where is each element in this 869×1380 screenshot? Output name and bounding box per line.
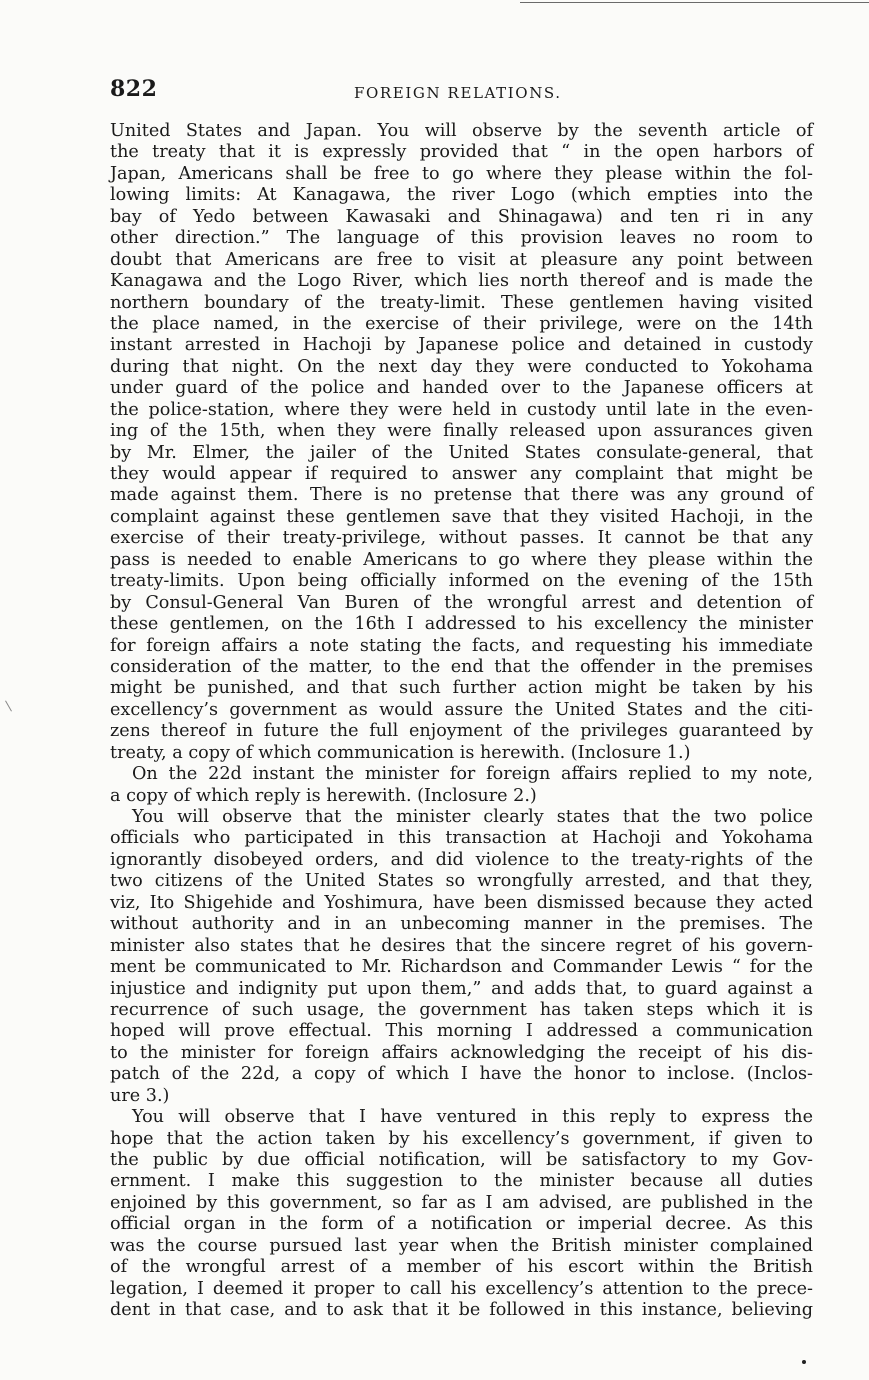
text-line: instant arrested in Hachoji by Japanese police and detained in custody [110, 335, 813, 356]
text-line: ure 3.) [110, 1085, 170, 1106]
text-line: the treaty that it is expressly provided that “ in the open harbors of [110, 142, 813, 163]
text-line: lowing limits: At Kanagawa, the river Logo (which empties into the [110, 185, 813, 206]
text-line: zens thereof in future the full enjoyment of the privileges guaranteed by [110, 721, 813, 742]
text-line: the police-station, where they were held in custody until late in the even- [110, 399, 813, 420]
page-number: 822 [110, 76, 158, 102]
text-line: bay of Yedo between Kawasaki and Shinagawa) and ten ri in any [110, 206, 813, 227]
text-line: these gentlemen, on the 16th I addressed to his excellency the minister [110, 614, 813, 635]
text-line: treaty-limits. Upon being officially informed on the evening of the 15th [110, 571, 813, 592]
text-line: northern boundary of the treaty-limit. These gentlemen having visited [110, 292, 813, 313]
text-line: injustice and indignity put upon them,” and adds that, to guard against a [110, 978, 813, 999]
text-line: consideration of the matter, to the end that the offender in the premises [110, 656, 813, 677]
text-line: ment be communicated to Mr. Richardson and Commander Lewis “ for the [110, 957, 813, 978]
text-line: legation, I deemed it proper to call his excellency’s attention to the prece- [110, 1278, 813, 1299]
running-title: FOREIGN RELATIONS. [354, 84, 562, 102]
text-line: Japan, Americans shall be free to go where they please within the fol- [110, 163, 813, 184]
top-rule [520, 2, 869, 3]
text-line: ignorantly disobeyed orders, and did violence to the treaty-rights of the [110, 849, 813, 870]
text-line: enjoined by this government, so far as I am advised, are published in the [110, 1192, 813, 1213]
text-line: made against them. There is no pretense that there was any ground of [110, 485, 813, 506]
text-line: they would appear if required to answer any complaint that might be [110, 464, 813, 484]
text-line: ing of the 15th, when they were finally released upon assurances given [110, 421, 813, 442]
text-line: might be punished, and that such further action might be taken by his [110, 678, 813, 699]
page-header [110, 76, 810, 106]
text-line: viz, Ito Shigehide and Yoshimura, have been dismissed because they acted [110, 892, 813, 913]
margin-mark [5, 701, 12, 712]
text-line: hoped will prove effectual. This morning I addressed a communication [110, 1021, 813, 1042]
text-line: of the wrongful arrest of a member of his escort within the British [110, 1257, 813, 1278]
text-line: excellency’s government as would assure the United States and the citi- [110, 699, 813, 720]
text-line: official organ in the form of a notification or imperial decree. As this [110, 1214, 813, 1235]
text-line: the public by due official notification, will be satisfactory to my Gov- [110, 1150, 813, 1170]
text-line: a copy of which reply is herewith. (Inclosure 2.) [110, 785, 537, 806]
text-line: the place named, in the exercise of their privilege, were on the 14th [110, 313, 813, 334]
text-line: for foreign affairs a note stating the facts, and requesting his immediate [110, 635, 813, 656]
body-text [110, 121, 813, 1322]
text-line: without authority and in an unbecoming manner in the premises. The [110, 914, 813, 935]
text-line: by Mr. Elmer, the jailer of the United States consulate-general, that [110, 442, 813, 463]
text-line: hope that the action taken by his excellency’s government, if given to [110, 1128, 813, 1149]
text-line: minister also states that he desires that the sincere regret of his govern- [110, 935, 813, 956]
text-line: United States and Japan. You will observe by the seventh article of [110, 121, 813, 141]
text-line: by Consul-General Van Buren of the wrongful arrest and detention of [110, 592, 813, 613]
text-line: under guard of the police and handed over to the Japanese officers at [110, 378, 813, 399]
ink-speck [802, 1360, 806, 1364]
text-line: exercise of their treaty-privilege, without passes. It cannot be that any [110, 528, 813, 549]
text-line: You will observe that I have ventured in this reply to express the [132, 1107, 813, 1128]
text-line: doubt that Americans are free to visit at pleasure any point between [110, 249, 813, 270]
text-line: You will observe that the minister clearly states that the two police [132, 807, 813, 827]
text-line: dent in that case, and to ask that it be followed in this instance, believing [110, 1300, 813, 1321]
text-line: ernment. I make this suggestion to the minister because all duties [110, 1171, 813, 1192]
text-line: other direction.” The language of this provision leaves no room to [110, 228, 813, 249]
text-line: patch of the 22d, a copy of which I have the honor to inclose. (Inclos- [110, 1064, 813, 1085]
text-line: On the 22d instant the minister for foreign affairs replied to my note, [132, 764, 813, 785]
text-line: during that night. On the next day they were conducted to Yokohama [110, 356, 813, 377]
text-line: two citizens of the United States so wrongfully arrested, and that they, [110, 871, 813, 892]
text-line: complaint against these gentlemen save that they visited Hachoji, in the [110, 506, 813, 527]
text-line: recurrence of such usage, the government has taken steps which it is [110, 999, 813, 1020]
text-line: to the minister for foreign affairs acknowledging the receipt of his dis- [110, 1042, 813, 1063]
text-line: pass is needed to enable Americans to go where they please within the [110, 549, 813, 570]
text-line: was the course pursued last year when the British minister complained [110, 1235, 813, 1256]
text-line: treaty, a copy of which communication is herewith. (Inclosure 1.) [110, 742, 691, 763]
text-line: Kanagawa and the Logo River, which lies north thereof and is made the [110, 271, 813, 292]
text-line: officials who participated in this transaction at Hachoji and Yokohama [110, 828, 813, 849]
